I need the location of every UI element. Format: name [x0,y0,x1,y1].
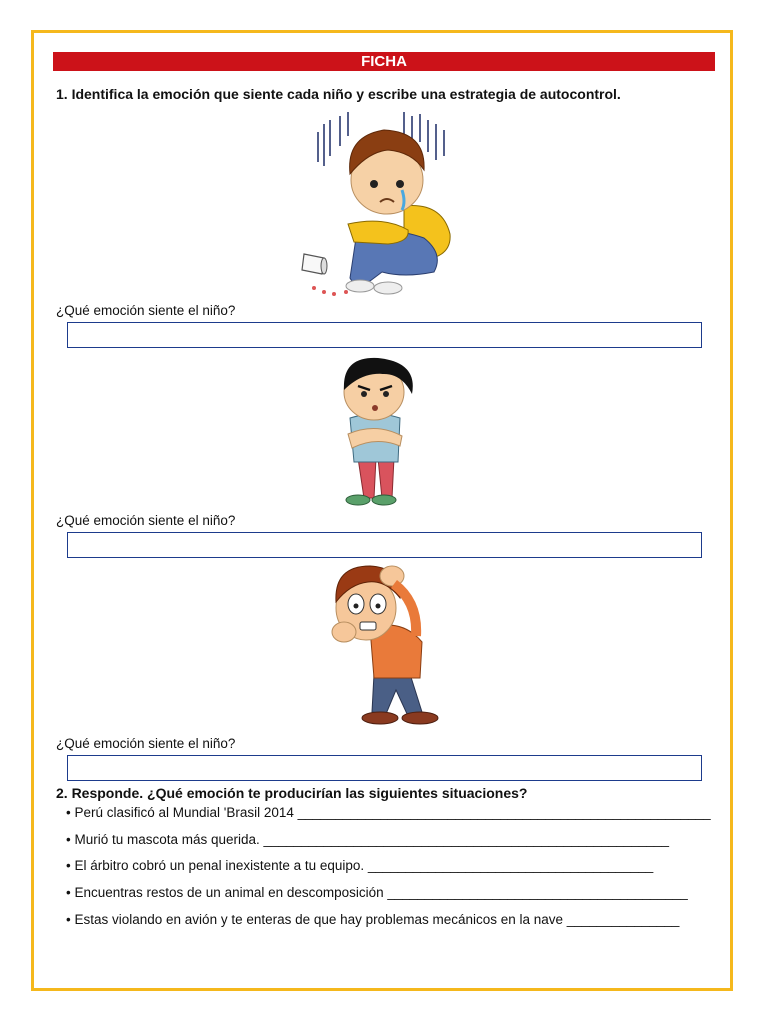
emotion-question-2: ¿Qué emoción siente el niño? [56,513,236,528]
scared-boy-illustration [322,562,446,734]
section1-heading: 1. Identifica la emoción que siente cada niño y escribe una estrategia de autocontrol. [56,86,621,102]
situation-item-1: • Perú clasificó al Mundial 'Brasil 2014 _______________________________________________________ [66,805,711,820]
section2-heading: 2. Responde. ¿Qué emoción te producirían las siguientes situaciones? [56,785,528,801]
emotion-question-3: ¿Qué emoción siente el niño? [56,736,236,751]
answer-field-3[interactable] [67,755,702,781]
answer-field-2[interactable] [67,532,702,558]
situation-item-4: • Encuentras restos de un animal en descomposición ________________________________________ [66,885,688,900]
emotion-question-1: ¿Qué emoción siente el niño? [56,303,236,318]
answer-field-1[interactable] [67,322,702,348]
situation-item-5: • Estas violando en avión y te enteras de que hay problemas mecánicos en la nave _______________ [66,912,680,927]
situation-item-2: • Murió tu mascota más querida. ______________________________________________________ [66,832,669,847]
angry-boy-arms-crossed-illustration [322,352,432,508]
sad-crying-boy-illustration [284,106,456,306]
worksheet-title: FICHA [53,52,715,71]
situation-item-3: • El árbitro cobró un penal inexistente a tu equipo. ______________________________________ [66,858,654,873]
